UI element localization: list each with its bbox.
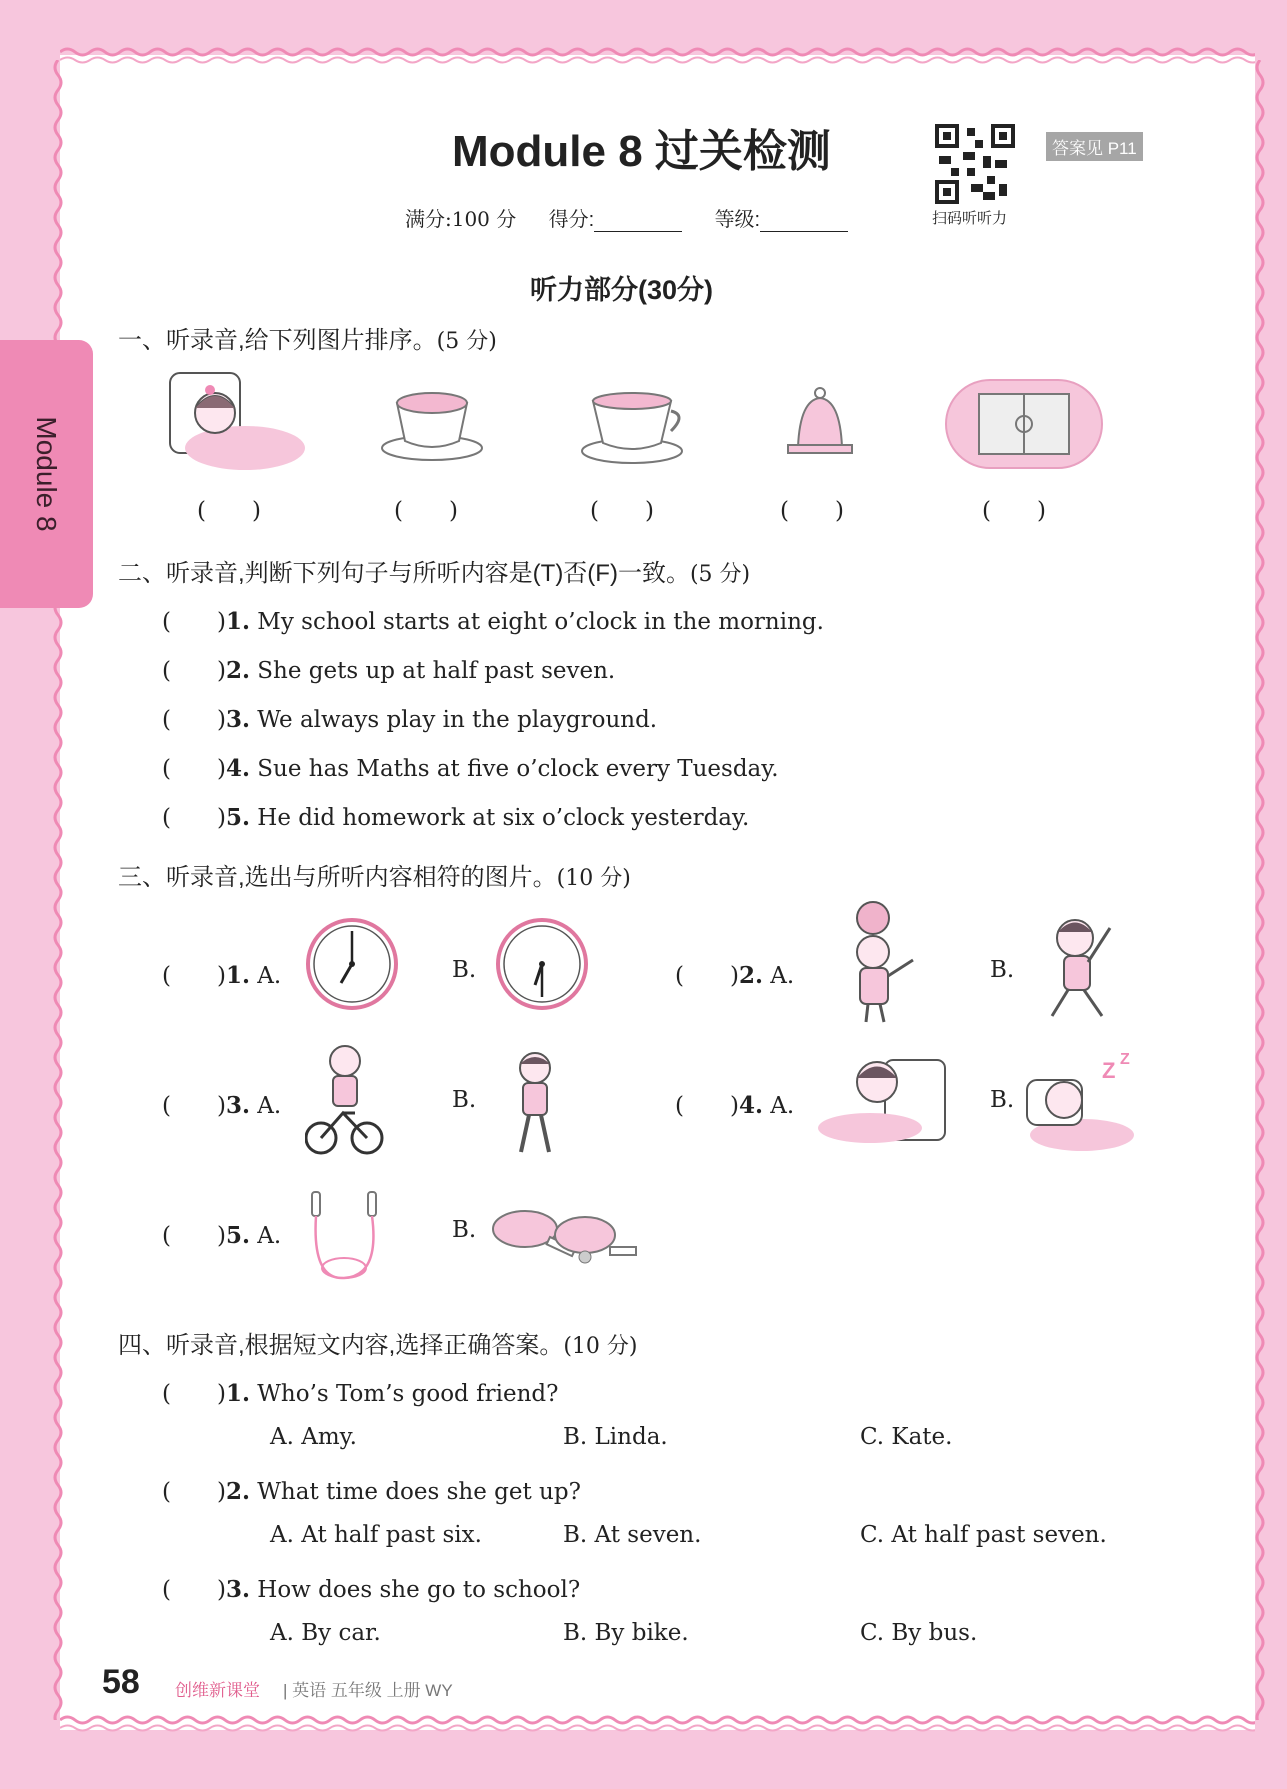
boy-bike-picture	[305, 1043, 385, 1158]
score-label: 得分:	[548, 209, 595, 231]
part3-heading	[118, 857, 631, 892]
item-number: 3.	[225, 706, 250, 733]
girl-waking-picture	[815, 1050, 950, 1145]
part4-item-2-option-a: A. At half past six.	[270, 1522, 482, 1548]
item-text: She gets up at half past seven.	[257, 658, 616, 684]
part2-heading	[118, 553, 750, 588]
option-a-label: A.	[257, 1093, 282, 1119]
part1-answer-blank-2[interactable]: ( )	[394, 498, 458, 524]
part4-item-1-option-c: C. Kate.	[860, 1424, 953, 1450]
part4-item-1	[162, 1375, 558, 1408]
part3-item-2	[675, 957, 794, 990]
clock-630-picture	[495, 917, 590, 1012]
part1-answer-blank-5[interactable]: ( )	[982, 498, 1046, 524]
part2-item-1	[162, 603, 824, 636]
part3-item-1-b: B.	[452, 957, 477, 983]
answer-blank[interactable]: ( )	[675, 963, 739, 989]
wavy-border-right	[1250, 60, 1270, 1720]
part3-item-4	[675, 1087, 794, 1120]
part4-item-2-option-c: C. At half past seven.	[860, 1522, 1107, 1548]
answer-blank[interactable]: ( )	[162, 1093, 226, 1119]
part4-item-3	[162, 1571, 580, 1604]
side-tab-label: Module 8	[31, 416, 62, 532]
answer-blank[interactable]: ( )	[162, 658, 226, 684]
girl-in-bed-picture	[165, 368, 305, 473]
answer-blank[interactable]: ( )	[162, 756, 226, 782]
jump-rope-picture	[302, 1190, 387, 1285]
part4-item-3-option-a: A. By car.	[270, 1620, 381, 1646]
item-number: 2.	[225, 1478, 250, 1505]
part1-heading-text: 一、听录音,给下列图片排序。	[118, 327, 437, 354]
answer-blank[interactable]: ( )	[162, 1577, 226, 1603]
part4-item-3-option-c: C. By bus.	[860, 1620, 978, 1646]
score-blank[interactable]	[594, 213, 682, 232]
page-title: Module 8 过关检测	[452, 127, 831, 176]
answer-blank[interactable]: ( )	[162, 1479, 226, 1505]
item-text: We always play in the playground.	[257, 707, 658, 733]
part2-item-3	[162, 701, 657, 734]
qr-label: 扫码听听力	[932, 210, 1008, 227]
part4-item-1-option-b: B. Linda.	[563, 1424, 668, 1450]
part2-item-4	[162, 750, 779, 783]
item-number: 1.	[225, 962, 250, 989]
part1-answer-blank-4[interactable]: ( )	[780, 498, 844, 524]
part4-heading	[118, 1325, 638, 1360]
answer-blank[interactable]: ( )	[162, 1381, 226, 1407]
girl-basketball-picture	[838, 900, 923, 1025]
playground-picture	[944, 378, 1104, 470]
part4-item-3-option-b: B. By bike.	[563, 1620, 689, 1646]
page-number: 58	[102, 1663, 140, 1701]
module-side-tab	[0, 340, 93, 608]
qr-code-icon[interactable]	[935, 124, 1015, 204]
svg-text:Z: Z	[1102, 1058, 1116, 1083]
answer-reference-badge: 答案见 P11	[1046, 132, 1143, 161]
footer-brand: 创维新课堂	[175, 1681, 260, 1700]
item-number: 1.	[225, 1380, 250, 1407]
part2-points: (5 分)	[689, 562, 751, 587]
tea-cup-picture	[575, 383, 690, 468]
part2-item-2	[162, 652, 615, 685]
answer-blank[interactable]: ( )	[162, 805, 226, 831]
part3-item-4-b: B.	[990, 1087, 1015, 1113]
item-number: 2.	[225, 657, 250, 684]
part3-item-2-b: B.	[990, 957, 1015, 983]
girl-sleeping-picture	[1022, 1050, 1137, 1155]
option-a-label: A.	[770, 1093, 795, 1119]
footer-subject-info: | 英语 五年级 上册 WY	[283, 1681, 453, 1700]
part1-answer-blank-1[interactable]: ( )	[197, 498, 261, 524]
item-number: 1.	[225, 608, 250, 635]
option-a-label: A.	[257, 1223, 282, 1249]
item-number: 4.	[225, 755, 250, 782]
part3-item-5	[162, 1217, 281, 1250]
item-number: 3.	[225, 1092, 250, 1119]
item-text: Sue has Maths at five o’clock every Tuesday.	[257, 756, 779, 782]
wavy-border-left	[48, 60, 68, 1720]
part4-item-1-option-a: A. Amy.	[270, 1424, 357, 1450]
answer-blank[interactable]: ( )	[675, 1093, 739, 1119]
item-number: 4.	[738, 1092, 763, 1119]
part4-heading-text: 四、听录音,根据短文内容,选择正确答案。	[118, 1332, 564, 1359]
option-a-label: A.	[770, 963, 795, 989]
question-text: Who’s Tom’s good friend?	[257, 1381, 559, 1407]
full-score: 满分:100 分	[405, 207, 517, 231]
ping-pong-paddles-picture	[490, 1207, 640, 1267]
part4-points: (10 分)	[563, 1334, 638, 1359]
part3-item-1	[162, 957, 281, 990]
clock-7-picture	[305, 917, 400, 1012]
answer-blank[interactable]: ( )	[162, 707, 226, 733]
part3-item-3	[162, 1087, 281, 1120]
item-number: 5.	[225, 804, 250, 831]
part3-item-3-b: B.	[452, 1087, 477, 1113]
listening-section-title: 听力部分(30分)	[530, 275, 714, 305]
boy-exercise-picture	[1040, 908, 1120, 1023]
part3-points: (10 分)	[556, 866, 631, 891]
part2-heading-text: 二、听录音,判断下列句子与所听内容是(T)否(F)一致。	[118, 560, 690, 587]
part4-item-2-option-b: B. At seven.	[563, 1522, 702, 1548]
part3-heading-text: 三、听录音,选出与所听内容相符的图片。	[118, 864, 557, 891]
answer-blank[interactable]: ( )	[162, 609, 226, 635]
option-a-label: A.	[257, 963, 282, 989]
part2-item-5	[162, 799, 749, 832]
part1-heading	[118, 320, 497, 355]
wavy-border-top	[60, 44, 1255, 68]
item-number: 2.	[738, 962, 763, 989]
part1-points: (5 分)	[436, 329, 497, 354]
grade-label: 等级:	[714, 209, 761, 231]
item-text: He did homework at six o’clock yesterday.	[257, 805, 750, 831]
boy-walking-picture	[505, 1050, 565, 1160]
grade-blank[interactable]	[760, 213, 848, 232]
wavy-border-bottom	[60, 1712, 1255, 1736]
item-number: 3.	[225, 1576, 250, 1603]
part1-answer-blank-3[interactable]: ( )	[590, 498, 654, 524]
bell-picture	[780, 385, 860, 465]
answer-blank[interactable]: ( )	[162, 963, 226, 989]
item-text: My school starts at eight o’clock in the morning.	[257, 609, 824, 635]
question-text: What time does she get up?	[257, 1479, 581, 1505]
svg-text:Z: Z	[1120, 1051, 1130, 1068]
question-text: How does she go to school?	[257, 1577, 581, 1603]
coffee-cup-picture	[375, 383, 490, 463]
answer-blank[interactable]: ( )	[162, 1223, 226, 1249]
part4-item-2	[162, 1473, 581, 1506]
score-line	[405, 203, 874, 232]
part3-item-5-b: B.	[452, 1217, 477, 1243]
item-number: 5.	[225, 1222, 250, 1249]
